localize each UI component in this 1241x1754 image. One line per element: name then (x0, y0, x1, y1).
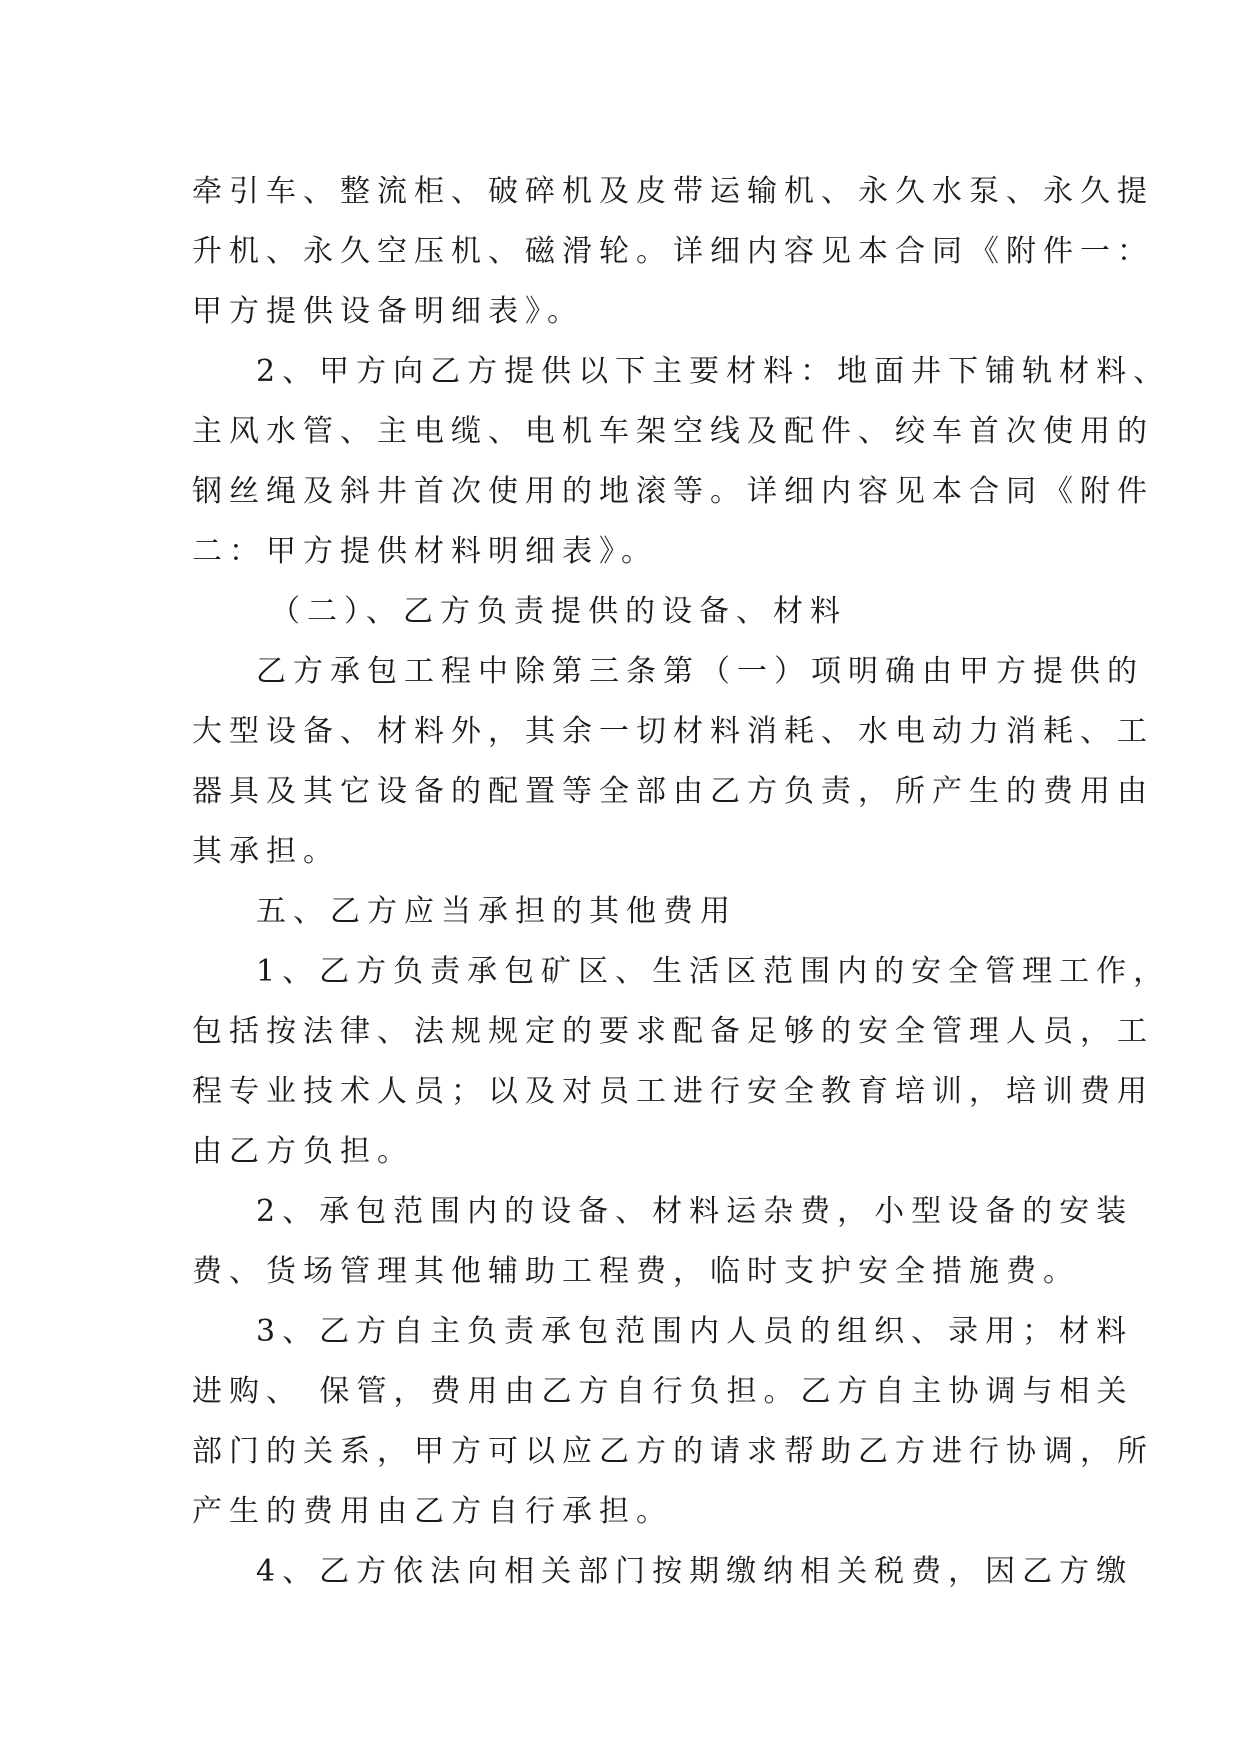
paragraph-start: 2、承包范围内的设备、材料运杂费，小型设备的安装 (256, 1194, 1134, 1229)
paragraph-start: 3、乙方自主负责承包范围内人员的组织、录用；材料 (256, 1314, 1134, 1349)
paragraph-start: 4、乙方依法向相关部门按期缴纳相关税费，因乙方缴 (256, 1554, 1134, 1589)
text-line: 部门的关系，甲方可以应乙方的请求帮助乙方进行协调，所 (192, 1434, 1154, 1469)
text-line: 器具及其它设备的配置等全部由乙方负责，所产生的费用由 (192, 774, 1154, 809)
section-subheading: （二）、乙方负责提供的设备、材料 (270, 594, 847, 629)
text-line: 进购、 保管，费用由乙方自行负担。乙方自主协调与相关 (192, 1374, 1134, 1409)
document-body (192, 162, 1171, 1602)
text-line: 二：甲方提供材料明细表》。 (192, 534, 658, 569)
text-line: 升机、永久空压机、磁滑轮。详细内容见本合同《附件一： (192, 234, 1154, 269)
paragraph-start: 乙方承包工程中除第三条第（一）项明确由甲方提供的 (256, 654, 1144, 689)
section-heading: 五、乙方应当承担的其他费用 (256, 894, 737, 929)
text-line: 甲方提供设备明细表》。 (192, 294, 584, 329)
paragraph-start: 1、乙方负责承包矿区、生活区范围内的安全管理工作， (256, 954, 1171, 989)
text-line: 大型设备、材料外，其余一切材料消耗、水电动力消耗、工 (192, 714, 1154, 749)
text-line: 钢丝绳及斜井首次使用的地滚等。详细内容见本合同《附件 (192, 474, 1154, 509)
text-line: 其承担。 (192, 834, 340, 869)
text-line: 程专业技术人员；以及对员工进行安全教育培训，培训费用 (192, 1074, 1154, 1109)
text-line: 费、货场管理其他辅助工程费，临时支护安全措施费。 (192, 1254, 1080, 1289)
paragraph-start: 2、甲方向乙方提供以下主要材料：地面井下铺轨材料、 (256, 354, 1171, 389)
text-line: 包括按法律、法规规定的要求配备足够的安全管理人员，工 (192, 1014, 1154, 1049)
text-line: 产生的费用由乙方自行承担。 (192, 1494, 673, 1529)
text-line: 由乙方负担。 (192, 1134, 414, 1169)
text-line: 主风水管、主电缆、电机车架空线及配件、绞车首次使用的 (192, 414, 1154, 449)
text-line: 牵引车、整流柜、破碎机及皮带运输机、永久水泵、永久提 (192, 174, 1154, 209)
